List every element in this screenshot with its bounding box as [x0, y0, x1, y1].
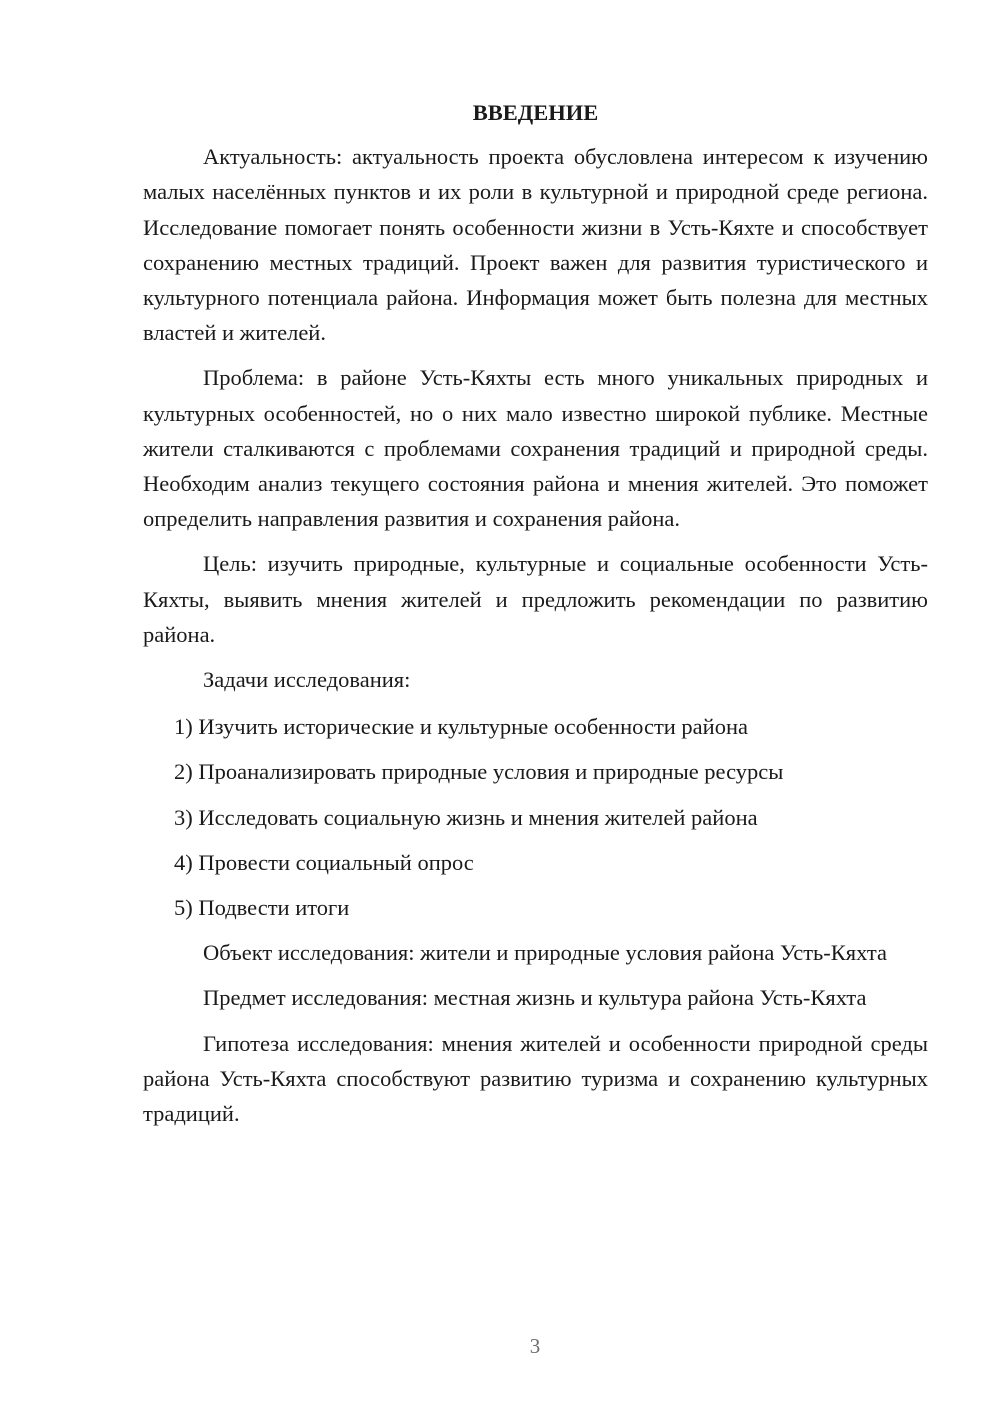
list-item: 5) Подвести итоги	[174, 895, 350, 921]
tasks-list	[143, 709, 928, 925]
section-title: ВВЕДЕНИЕ	[472, 100, 599, 125]
paragraph-hypothesis: Гипотеза исследования: мнения жителей и особенности природной среды района Усть-Кяхта способствуют развитию туризма и сохранению культурных традиций.	[143, 1030, 928, 1127]
list-item: 4) Провести социальный опрос	[174, 849, 474, 875]
paragraph-goal: Цель: изучить природные, культурные и социальные особенности Усть-Кяхты, выявить мнения жителей и предложить рекомендации по развитию района.	[143, 551, 928, 647]
tasks-heading: Задачи исследования:	[203, 667, 411, 693]
paragraph-relevance: Актуальность: актуальность проекта обусловлена интересом к изучению малых населённых пунктов и их роли в культурной и природной среде региона. Исследование помогает понять особенности жизни в Усть-Кяхте и способствует сохранению местных традиций. Проект важен для развития туристического и культурного потенциала района. Информация может быть полезна для местных властей и жителей.	[143, 144, 928, 346]
page-number: 3	[529, 1334, 541, 1358]
page-content	[143, 95, 928, 1141]
paragraph-subject: Предмет исследования: местная жизнь и культура района Усть-Кяхта	[203, 985, 867, 1011]
list-item: 1) Изучить исторические и культурные особенности района	[174, 714, 748, 740]
list-item: 3) Исследовать социальную жизнь и мнения жителей района	[174, 804, 758, 830]
paragraph-object: Объект исследования: жители и природные условия района Усть-Кяхта	[203, 940, 887, 966]
paragraph-problem: Проблема: в районе Усть-Кяхты есть много уникальных природных и культурных особенностей, но о них мало известно широкой публике. Местные жители сталкиваются с проблемами сохранения традиций и природной среды. Необходим анализ текущего состояния района и мнения жителей. Это поможет определить направления развития и сохранения района.	[143, 365, 928, 532]
list-item: 2) Проанализировать природные условия и природные ресурсы	[174, 759, 784, 785]
